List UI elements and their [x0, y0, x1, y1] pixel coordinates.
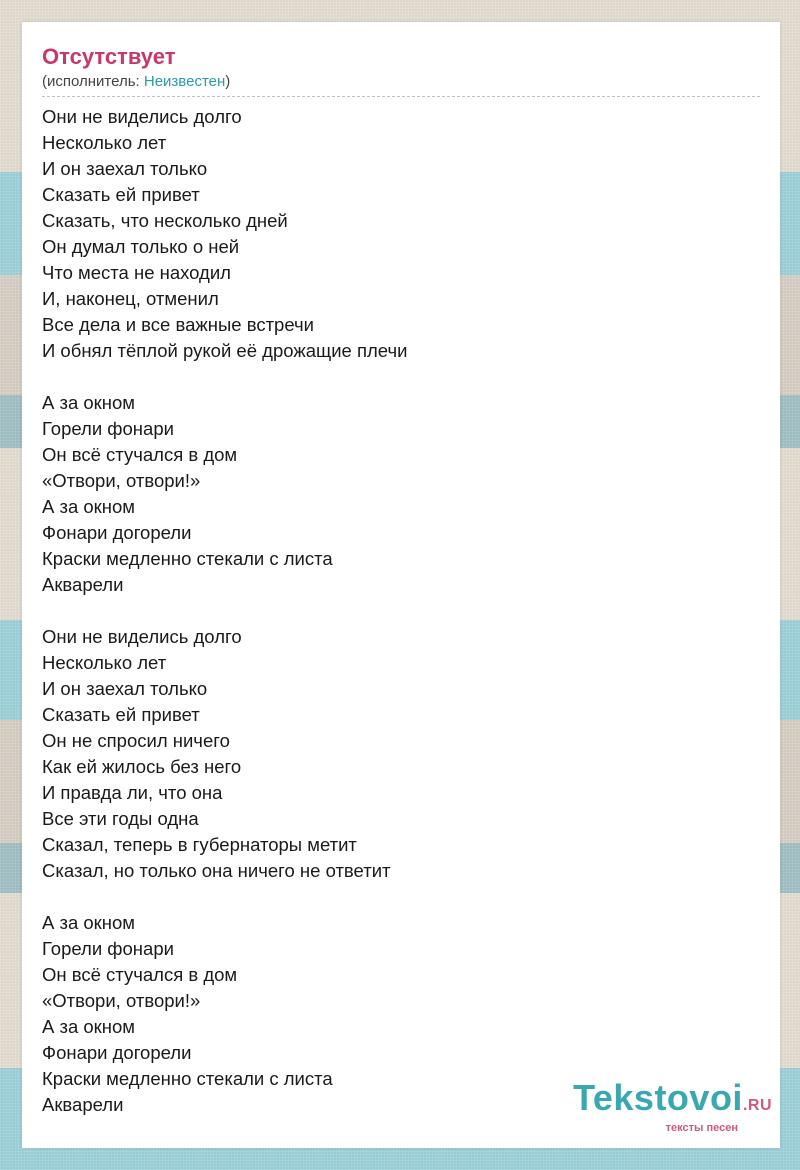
lyric-line: Акварели	[42, 1094, 124, 1115]
lyric-line: Краски медленно стекали с листа	[42, 548, 333, 569]
lyric-line: Сказать, что несколько дней	[42, 210, 288, 231]
lyric-line: И правда ли, что она	[42, 782, 223, 803]
lyrics-card	[22, 22, 780, 1148]
lyric-line: Он думал только о ней	[42, 236, 240, 257]
lyric-line: Несколько лет	[42, 132, 167, 153]
lyric-line: Сказать ей привет	[42, 704, 200, 725]
verse-2	[42, 624, 760, 884]
lyric-line: Фонари догорели	[42, 522, 192, 543]
stanza-gap	[42, 884, 760, 910]
lyric-line: «Отвори, отвори!»	[42, 990, 201, 1011]
lyrics-text	[42, 104, 760, 1118]
artist-link[interactable]: Неизвестен	[143, 73, 226, 90]
verse-1	[42, 104, 760, 364]
lyric-line: И он заехал только	[42, 678, 208, 699]
lyric-line: Они не виделись долго	[42, 626, 242, 647]
lyric-line: Он не спросил ничего	[42, 730, 230, 751]
lyric-line: Он всё стучался в дом	[42, 444, 238, 465]
lyric-line: Все эти годы одна	[42, 808, 199, 829]
lyric-line: И он заехал только	[42, 158, 208, 179]
lyric-line: А за окном	[42, 496, 135, 517]
logo-tagline: тексты песен	[665, 1122, 738, 1134]
lyric-line: Горели фонари	[42, 418, 174, 439]
artist-suffix: )	[225, 73, 231, 90]
song-title: Отсутствует	[42, 44, 176, 69]
artist-line	[42, 72, 760, 92]
lyric-line: А за окном	[42, 1016, 135, 1037]
lyric-line: Горели фонари	[42, 938, 174, 959]
lyric-line: А за окном	[42, 912, 135, 933]
lyric-line: Фонари догорели	[42, 1042, 192, 1063]
artist-prefix: (исполнитель:	[42, 73, 144, 90]
lyric-line: И обнял тёплой рукой её дрожащие плечи	[42, 340, 408, 361]
lyric-line: Несколько лет	[42, 652, 167, 673]
lyric-line: Краски медленно стекали с листа	[42, 1068, 333, 1089]
lyric-line: Сказал, теперь в губернаторы метит	[42, 834, 357, 855]
song-header	[42, 42, 760, 97]
stanza-gap	[42, 364, 760, 390]
lyric-line: Они не виделись долго	[42, 106, 242, 127]
stanza-gap	[42, 598, 760, 624]
lyric-line: Акварели	[42, 574, 124, 595]
lyric-line: Сказал, но только она ничего не ответит	[42, 860, 391, 881]
lyric-line: А за окном	[42, 392, 135, 413]
lyric-line: Он всё стучался в дом	[42, 964, 238, 985]
lyric-line: И, наконец, отменил	[42, 288, 219, 309]
site-logo[interactable]	[573, 1077, 772, 1134]
lyric-line: Как ей жилось без него	[42, 756, 242, 777]
logo-tld: .RU	[742, 1097, 772, 1114]
chorus-1	[42, 390, 760, 598]
lyric-line: Что места не находил	[42, 262, 231, 283]
logo-wordmark	[573, 1077, 772, 1124]
lyric-line: «Отвори, отвори!»	[42, 470, 201, 491]
lyric-line: Все дела и все важные встречи	[42, 314, 314, 335]
lyric-line: Сказать ей привет	[42, 184, 200, 205]
logo-name: Tekstovoi	[573, 1077, 743, 1118]
